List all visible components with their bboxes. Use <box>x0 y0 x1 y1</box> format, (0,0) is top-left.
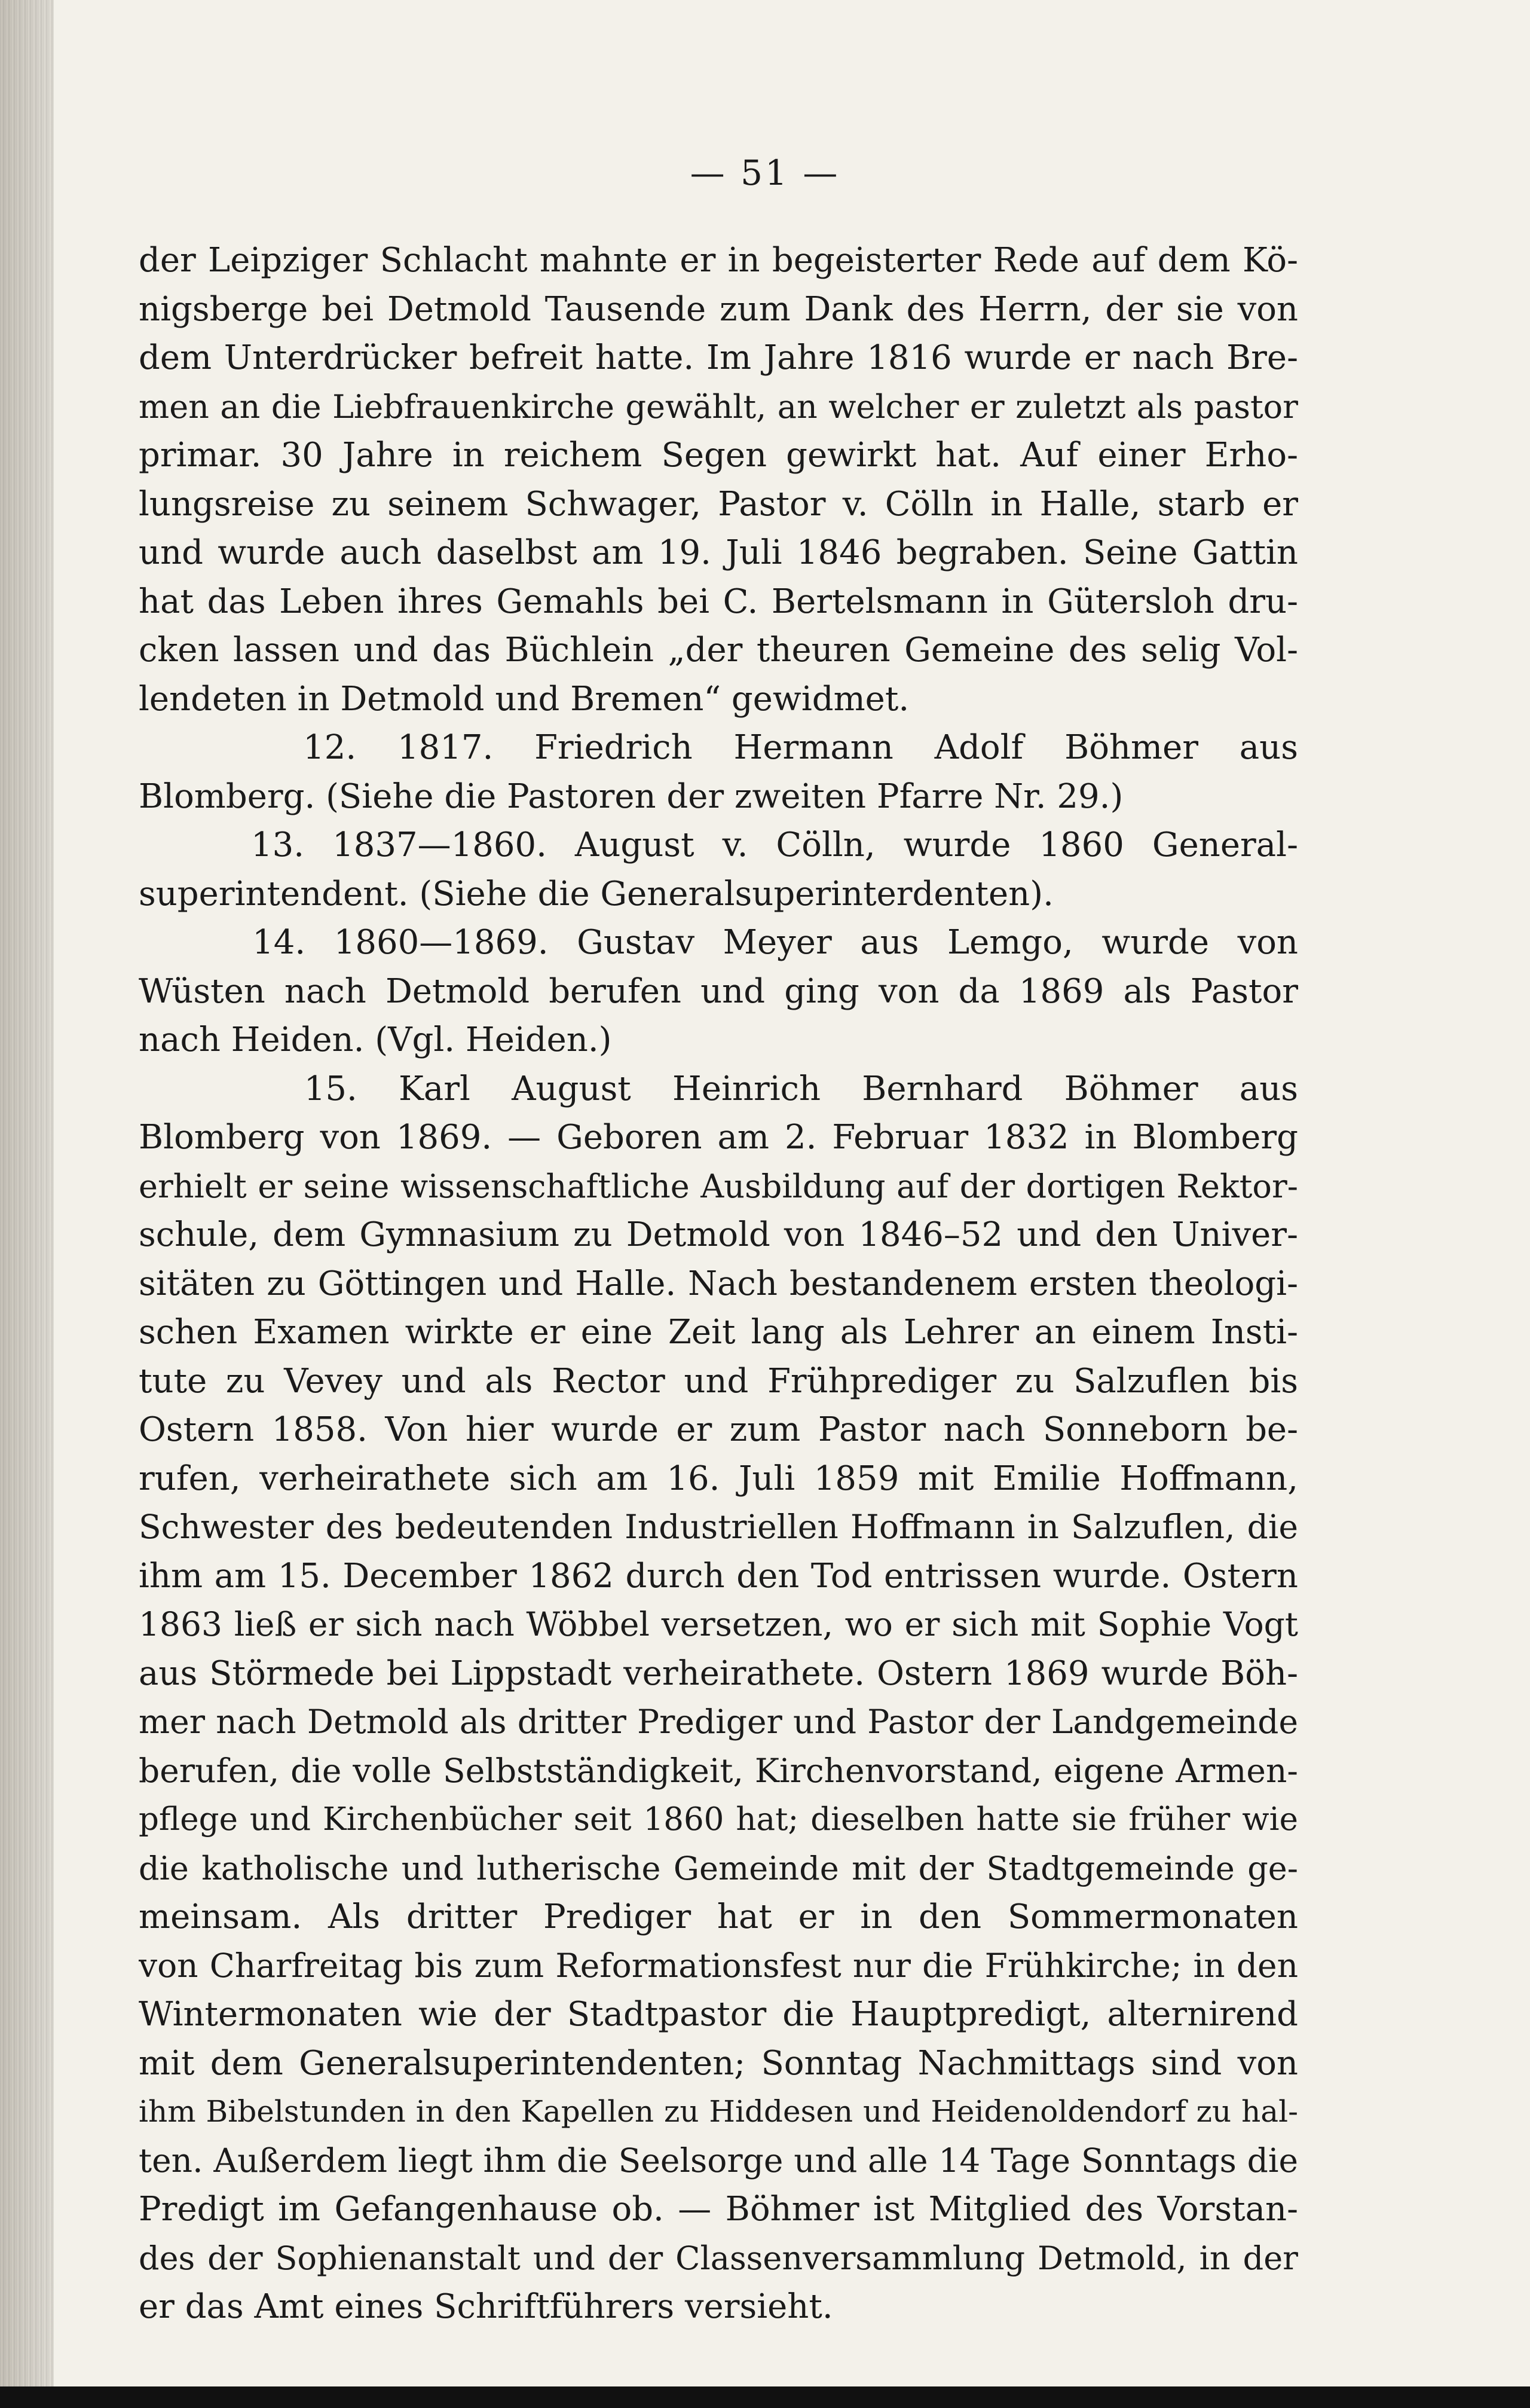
text-line: von Charfreitag bis zum Reformationsfest nur die Frühkirche; in den <box>139 1946 1298 1985</box>
text-line: rufen, verheirathete sich am 16. Juli 1859 mit Emilie Hoffmann, <box>139 1459 1298 1498</box>
text-line: er das Amt eines Schriftführers versieht. <box>139 2287 833 2326</box>
text-line: 12. 1817. Friedrich Hermann Adolf Böhmer aus <box>139 728 1298 767</box>
scan-bottom-edge <box>0 2386 1530 2408</box>
text-line: ihm Bibelstunden in den Kapellen zu Hiddesen und Heidenoldendorf zu hal- <box>139 2094 1298 2129</box>
text-line: lungsreise zu seinem Schwager, Pastor v. Cölln in Halle, starb er <box>139 484 1298 524</box>
text-line: dem Unterdrücker befreit hatte. Im Jahre 1816 wurde er nach Bre- <box>139 338 1298 377</box>
text-line: 15. Karl August Heinrich Bernhard Böhmer aus <box>139 1069 1298 1108</box>
text-line: ihm am 15. December 1862 durch den Tod entrissen wurde. Ostern <box>139 1556 1298 1596</box>
text-line: die katholische und lutherische Gemeinde mit der Stadtgemeinde ge- <box>139 1849 1298 1887</box>
text-line: Predigt im Gefangenhause ob. — Böhmer ist Mitglied des Vorstan- <box>139 2190 1298 2229</box>
text-line: nach Heiden. (Vgl. Heiden.) <box>139 1020 612 1059</box>
text-line: berufen, die volle Selbstständigkeit, Kirchenvorstand, eigene Armen- <box>139 1751 1298 1790</box>
text-line: primar. 30 Jahre in reichem Segen gewirkt hat. Auf einer Erho- <box>139 436 1298 475</box>
text-line: erhielt er seine wissenschaftliche Ausbildung auf der dortigen Rektor- <box>139 1167 1298 1205</box>
text-line: tute zu Vevey und als Rector und Frühprediger zu Salzuflen bis <box>139 1361 1298 1401</box>
scan-gutter <box>0 0 54 2408</box>
text-line: ten. Außerdem liegt ihm die Seelsorge und alle 14 Tage Sonntags die <box>139 2141 1298 2180</box>
text-line: 13. 1837—1860. August v. Cölln, wurde 1860 General- <box>139 826 1298 864</box>
text-line: hat das Leben ihres Gemahls bei C. Bertelsmann in Gütersloh dru- <box>139 582 1298 621</box>
text-line: der Leipziger Schlacht mahnte er in begeisterter Rede auf dem Kö- <box>139 241 1298 280</box>
text-line: Wüsten nach Detmold berufen und ging von da 1869 als Pastor <box>139 971 1298 1011</box>
text-line: Ostern 1858. Von hier wurde er zum Pastor nach Sonneborn be- <box>139 1410 1298 1449</box>
text-line: nigsberge bei Detmold Tausende zum Dank des Herrn, der sie von <box>139 289 1298 329</box>
text-line: schule, dem Gymnasium zu Detmold von 1846–52 und den Univer- <box>139 1215 1298 1254</box>
text-line: superintendent. (Siehe die Generalsuperinterdenten). <box>139 874 1054 913</box>
text-line: Wintermonaten wie der Stadtpastor die Hauptpredigt, alternirend <box>139 1995 1298 2034</box>
text-line: Blomberg. (Siehe die Pastoren der zweiten Pfarre Nr. 29.) <box>139 777 1124 816</box>
text-line: meinsam. Als dritter Prediger hat er in den Sommermonaten <box>139 1897 1298 1936</box>
text-line: lendeten in Detmold und Bremen“ gewidmet. <box>139 679 910 719</box>
text-line: 14. 1860—1869. Gustav Meyer aus Lemgo, wurde von <box>139 923 1298 962</box>
text-line: und wurde auch daselbst am 19. Juli 1846 begraben. Seine Gattin <box>139 533 1298 572</box>
text-line: des der Sophienanstalt und der Classenversammlung Detmold, in der <box>139 2239 1298 2277</box>
page-number: — 51 — <box>690 152 840 193</box>
text-line: sitäten zu Göttingen und Halle. Nach bestandenem ersten theologi- <box>139 1264 1298 1303</box>
text-line: mit dem Generalsuperintendenten; Sonntag Nachmittags sind von <box>139 2043 1298 2083</box>
text-line: aus Störmede bei Lippstadt verheirathete. Ostern 1869 wurde Böh- <box>139 1654 1298 1693</box>
text-line: Blomberg von 1869. — Geboren am 2. Februar 1832 in Blomberg <box>139 1118 1298 1157</box>
text-line: cken lassen und das Büchlein „der theuren Gemeine des selig Vol- <box>139 631 1298 670</box>
text-line: schen Examen wirkte er eine Zeit lang als Lehrer an einem Insti- <box>139 1313 1298 1352</box>
text-line: men an die Liebfrauenkirche gewählt, an welcher er zuletzt als pastor <box>139 387 1298 426</box>
body-text <box>139 236 1298 2331</box>
text-line: Schwester des bedeutenden Industriellen Hoffmann in Salzuflen, die <box>139 1508 1298 1546</box>
text-line: pflege und Kirchenbücher seit 1860 hat; dieselben hatte sie früher wie <box>139 1801 1298 1838</box>
text-line: 1863 ließ er sich nach Wöbbel versetzen, wo er sich mit Sophie Vogt <box>139 1605 1298 1643</box>
text-line: mer nach Detmold als dritter Prediger und Pastor der Landgemeinde <box>139 1703 1298 1741</box>
